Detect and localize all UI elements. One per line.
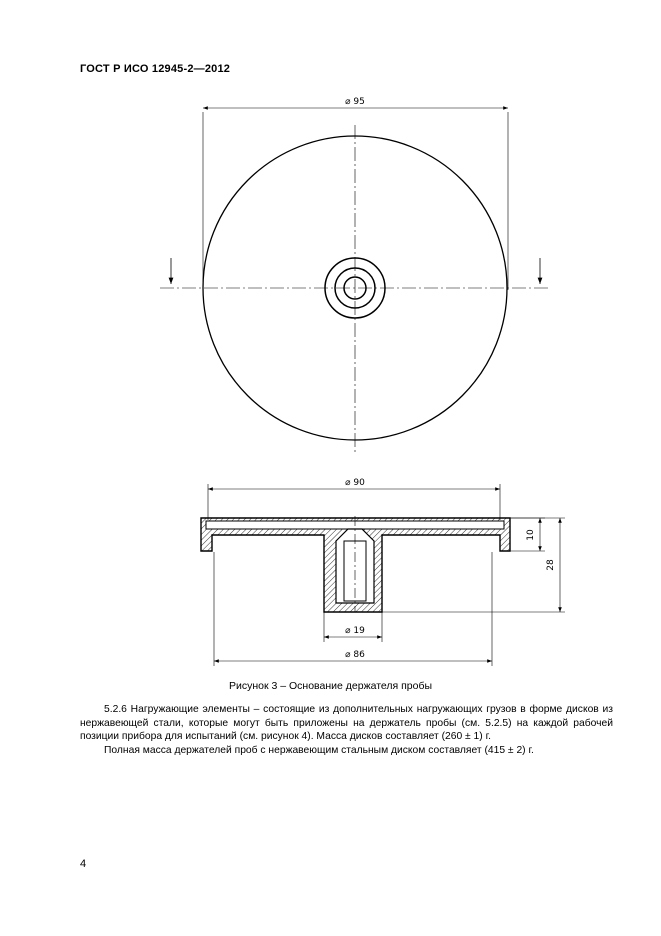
paragraph-total-mass: Полная масса держателей проб с нержавеющим стальным диском составляет (415 ± 2) г.	[104, 745, 534, 756]
section-view	[201, 478, 565, 666]
dimension-label-90: ⌀ 90	[345, 478, 365, 488]
paragraph-5-2-6: 5.2.6 Нагружающие элементы – состоящие из дополнительных нагружающих грузов в форме дисков из нержавеющей стали, которые могут быть приложены на держатель пробы (см. 5.2.5) на каждой рабочей позиции прибора для испытаний (см. рисунок 4). Масса дисков составляет (260 ± 1) г.	[80, 704, 613, 742]
top-view	[160, 97, 548, 455]
dimension-label-86: ⌀ 86	[345, 650, 365, 660]
figure-caption: Рисунок 3 – Основание держателя пробы	[228, 680, 433, 692]
document-header: ГОСТ Р ИСО 12945-2—2012	[80, 63, 231, 75]
dimension-label-19: ⌀ 19	[345, 626, 365, 636]
page-number: 4	[80, 858, 87, 870]
dimension-label-10: 10	[526, 529, 536, 541]
dimension-label-28: 28	[546, 559, 556, 571]
dimension-label-95: ⌀ 95	[345, 97, 365, 107]
